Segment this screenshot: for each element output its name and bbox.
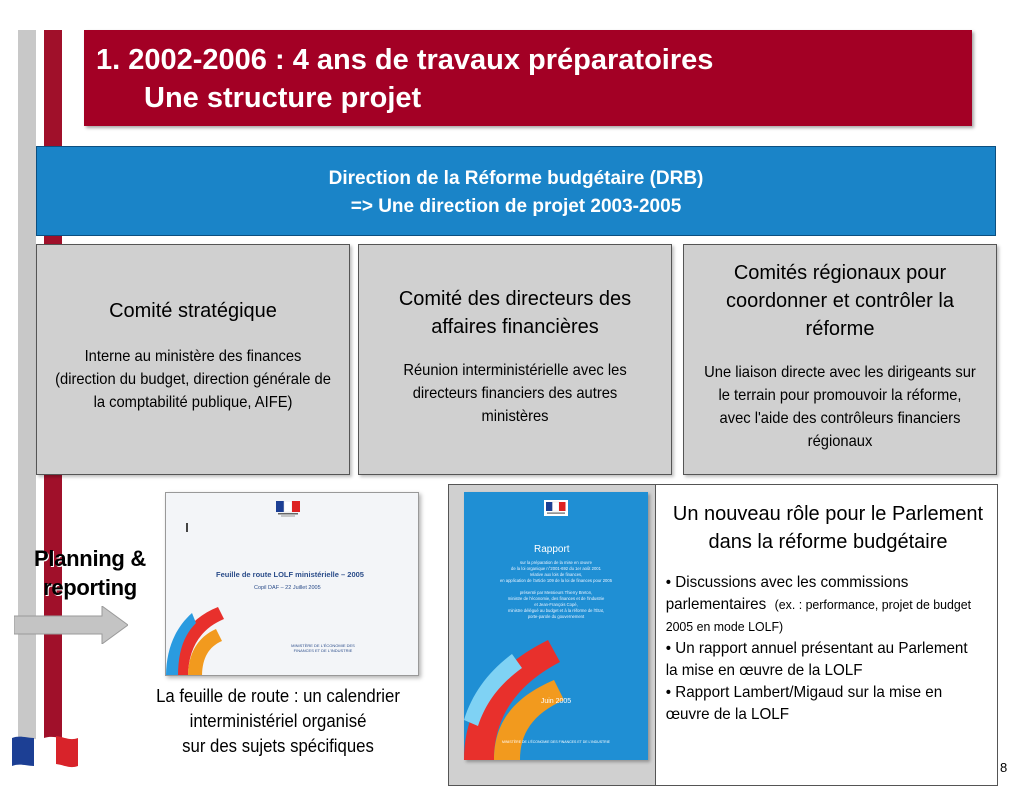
committee-body: Une liaison directe avec les dirigeants sur le terrain pour promouvoir la réforme, avec l'aide des contrôleurs financiers régionaux bbox=[704, 364, 976, 450]
parlement-bullet-1 bbox=[666, 572, 979, 638]
document-ministry: MINISTÈRE DE L'ÉCONOMIE DES FINANCES ET DE L'INDUSTRIE bbox=[291, 643, 355, 653]
rapport-cover-line: ministre délégué au budget et à la réforme de l'État, bbox=[507, 608, 604, 613]
committee-strategique-box bbox=[36, 244, 350, 475]
bullet-1-main: • Discussions avec les commissions parlementaires bbox=[665, 574, 909, 613]
caption-line2: interministériel organisé bbox=[189, 711, 367, 731]
page-number: 8 bbox=[1000, 760, 1008, 775]
rapport-cover-title: Rapport bbox=[534, 544, 570, 555]
title-banner bbox=[84, 30, 972, 126]
rapport-cover-ministry: MINISTÈRE DE L'ÉCONOMIE DES FINANCES ET DE L'INDUSTRIE bbox=[501, 740, 611, 744]
document-mark bbox=[186, 523, 188, 532]
rapport-cover-line: en application de l'article 109 de la loi de finances pour 2005 bbox=[499, 578, 613, 583]
rapport-cover-line: de la loi organique n°2001-692 du 1er août 2001 bbox=[511, 566, 601, 571]
feuille-de-route-document bbox=[165, 492, 419, 676]
committee-body: Interne au ministère des finances (direction du budget, direction générale de la comptabilité publique, AIFE) bbox=[55, 348, 331, 411]
rapport-cover bbox=[464, 492, 648, 760]
caption-line1: La feuille de route : un calendrier bbox=[156, 686, 400, 706]
rapport-cover-line: ministre de l'économie, des finances et de l'industrie bbox=[507, 596, 605, 601]
rapport-cover-line: relative aux lois de finances, bbox=[529, 572, 583, 577]
committee-directeurs-box bbox=[358, 244, 672, 475]
committee-regionaux-box bbox=[683, 244, 997, 475]
drb-line1: Direction de la Réforme budgétaire (DRB) bbox=[328, 168, 704, 189]
rapport-cover-line: et Jean-François Copé, bbox=[534, 602, 578, 607]
rapport-cover-line: présenté par Messieurs Thierry Breton, bbox=[519, 590, 593, 595]
parlement-bullet-2: • Un rapport annuel présentant au Parlement la mise en œuvre de la LOLF bbox=[665, 640, 968, 679]
parlement-bullets bbox=[660, 572, 979, 726]
document-title: Feuille de route LOLF ministérielle – 2005 bbox=[216, 570, 364, 579]
caption-line3: sur des sujets spécifiques bbox=[182, 736, 374, 756]
committee-heading: Comité des directeurs des affaires financières bbox=[398, 288, 632, 338]
drb-line2: => Une direction de projet 2003-2005 bbox=[350, 196, 682, 217]
french-flag-icon bbox=[10, 732, 80, 774]
planning-line1: Planning & bbox=[34, 546, 146, 571]
parlement-heading: Un nouveau rôle pour le Parlement dans la réforme budgétaire bbox=[672, 503, 984, 553]
ministry-arcs-icon bbox=[166, 593, 236, 676]
republique-logo-icon bbox=[544, 500, 568, 516]
committee-body: Réunion interministérielle avec les directeurs financiers des autres ministères bbox=[403, 362, 627, 425]
parlement-text bbox=[660, 500, 996, 726]
right-arrow-icon bbox=[14, 606, 128, 644]
rapport-cover-line: porte-parole du gouvernement bbox=[527, 614, 585, 619]
rapport-cover-line: sur la préparation de la mise en œuvre bbox=[520, 560, 592, 565]
planning-reporting-label bbox=[20, 544, 160, 602]
slide-title-line1: 1. 2002-2006 : 4 ans de travaux préparatoires bbox=[96, 44, 714, 76]
bullet-1-small: (ex. : performance, projet de budget 2005 en mode LOLF) bbox=[665, 597, 972, 634]
committee-heading: Comité stratégique bbox=[109, 300, 277, 322]
slide-title-line2: Une structure projet bbox=[144, 82, 422, 114]
parlement-bullet-3: • Rapport Lambert/Migaud sur la mise en œuvre de la LOLF bbox=[665, 684, 943, 723]
document-subtitle: Copil DAF – 22 Juillet 2005 bbox=[254, 585, 321, 591]
republique-logo-icon bbox=[276, 501, 300, 517]
drb-box bbox=[36, 146, 996, 236]
planning-line2: reporting bbox=[43, 575, 137, 600]
left-gray-stripe bbox=[18, 30, 36, 760]
committee-heading: Comités régionaux pour coordonner et contrôler la réforme bbox=[726, 262, 954, 340]
feuille-caption bbox=[140, 684, 415, 759]
rapport-cover-date: Juin 2005 bbox=[540, 698, 572, 705]
